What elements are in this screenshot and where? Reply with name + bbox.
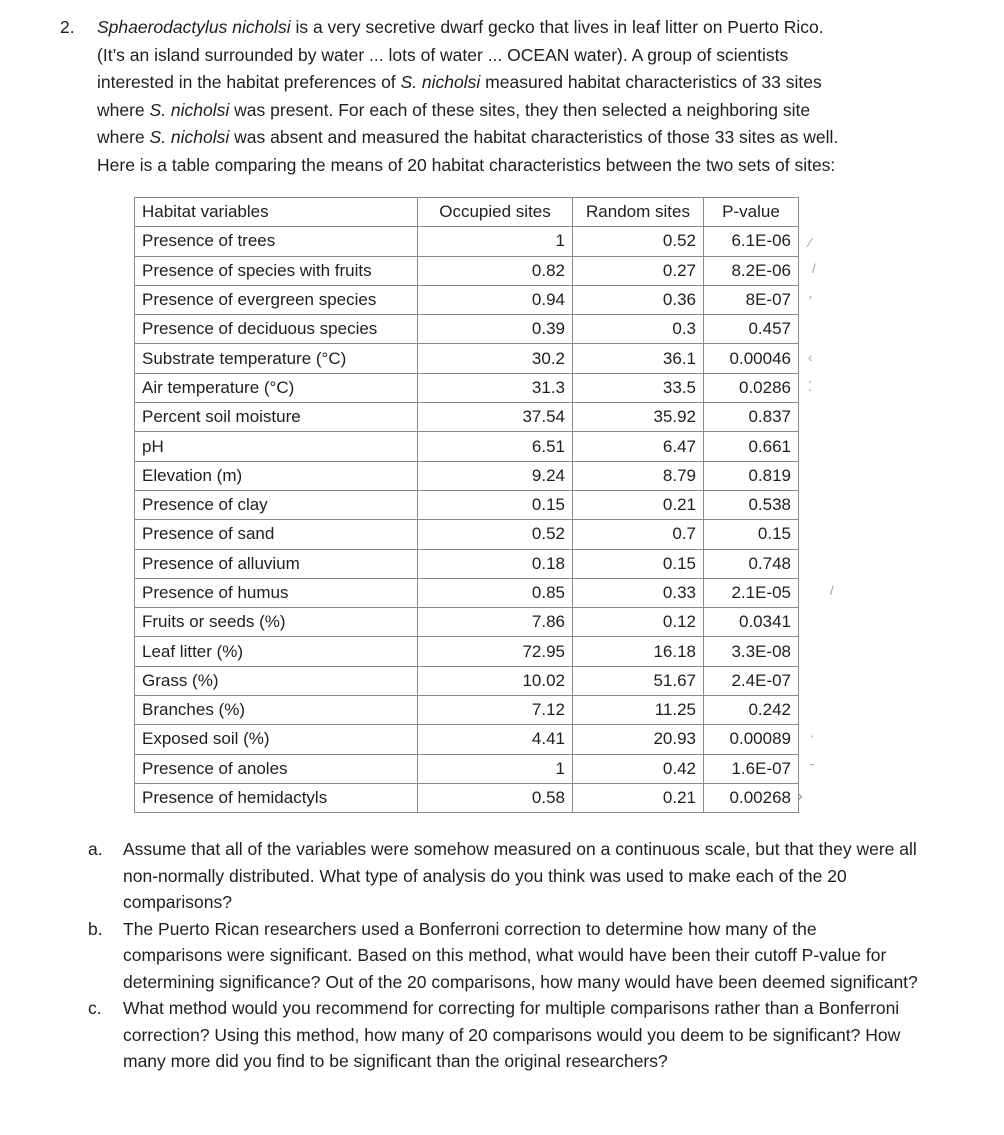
cell-occupied: 6.51 xyxy=(418,432,573,461)
species-abbrev: S. nicholsi xyxy=(400,72,481,93)
cell-random: 51.67 xyxy=(573,666,704,695)
part-b xyxy=(88,916,918,996)
species-name: Sphaerodactylus nicholsi xyxy=(97,17,291,37)
cell-random: 0.21 xyxy=(573,783,704,812)
intro-line3b: measured habitat characteristics of 33 sites xyxy=(480,72,822,93)
cell-variable: Exposed soil (%) xyxy=(135,725,418,754)
cell-random: 6.47 xyxy=(573,432,704,461)
cell-variable: Presence of anoles xyxy=(135,754,418,783)
cell-variable: Presence of species with fruits xyxy=(135,256,418,285)
cell-variable: Presence of humus xyxy=(135,578,418,607)
part-b-letter: b. xyxy=(88,918,103,939)
table-row xyxy=(135,520,799,549)
sub-questions xyxy=(88,836,918,1075)
intro-line3a: interested in the habitat preferences of xyxy=(97,72,401,93)
cell-random: 35.92 xyxy=(573,403,704,432)
table-row xyxy=(135,285,799,314)
pen-mark: / xyxy=(812,261,816,276)
cell-variable: Presence of alluvium xyxy=(135,549,418,578)
cell-variable: Substrate temperature (°C) xyxy=(135,344,418,373)
part-b-text: The Puerto Rican researchers used a Bonferroni correction to determine how many of the comparisons were significant. Based on this method, what would have been their cutoff P-value for determining significance? Out of the 20 comparisons, how many would have been deemed significant? xyxy=(123,918,918,992)
cell-occupied: 7.86 xyxy=(418,608,573,637)
cell-occupied: 0.52 xyxy=(418,520,573,549)
cell-occupied: 1 xyxy=(418,754,573,783)
cell-random: 11.25 xyxy=(573,696,704,725)
cell-variable: Elevation (m) xyxy=(135,461,418,490)
header-occupied-sites: Occupied sites xyxy=(418,198,573,227)
pen-mark: · xyxy=(810,728,815,743)
cell-occupied: 7.12 xyxy=(418,696,573,725)
cell-random: 0.21 xyxy=(573,490,704,519)
intro-line6: Here is a table comparing the means of 20 habitat characteristics between the two sets of sites: xyxy=(97,154,836,175)
header-habitat-variables: Habitat variables xyxy=(135,198,418,227)
question-number: 2. xyxy=(60,17,75,37)
cell-occupied: 0.18 xyxy=(418,549,573,578)
cell-occupied: 1 xyxy=(418,227,573,256)
intro-line5b: was absent and measured the habitat characteristics of those 33 sites as well. xyxy=(229,127,839,148)
header-p-value: P-value xyxy=(704,198,799,227)
part-a xyxy=(88,836,918,916)
cell-p-value: 0.748 xyxy=(704,549,799,578)
table-row xyxy=(135,461,799,490)
cell-random: 0.7 xyxy=(573,520,704,549)
part-a-text: Assume that all of the variables were somehow measured on a continuous scale, but that they were all non-normally distributed. What type of analysis do you think was used to make each of the 20 comparisons? xyxy=(123,839,917,912)
table-row xyxy=(135,783,799,812)
cell-random: 0.52 xyxy=(573,227,704,256)
table-row xyxy=(135,432,799,461)
cell-p-value: 0.00046 xyxy=(704,344,799,373)
pen-mark: ⁄ xyxy=(809,235,812,250)
cell-p-value: 8.2E-06 xyxy=(704,256,799,285)
table-row xyxy=(135,403,799,432)
cell-random: 36.1 xyxy=(573,344,704,373)
part-c-text: What method would you recommend for correcting for multiple comparisons rather than a Bonferroni correction? Using this method, how many of 20 comparisons would you deem to be significant? How many more did you find to be significant than the original researchers? xyxy=(123,998,901,1071)
intro-line4b: was present. For each of these sites, they then selected a neighboring site xyxy=(229,99,811,120)
habitat-table xyxy=(134,197,799,813)
cell-random: 0.15 xyxy=(573,549,704,578)
cell-p-value: 0.0286 xyxy=(704,373,799,402)
cell-variable: Grass (%) xyxy=(135,666,418,695)
table-row xyxy=(135,256,799,285)
table-row xyxy=(135,344,799,373)
table-row xyxy=(135,725,799,754)
species-abbrev: S. nicholsi xyxy=(149,99,230,120)
cell-occupied: 0.15 xyxy=(418,490,573,519)
cell-variable: Branches (%) xyxy=(135,696,418,725)
pen-mark: ⁚ xyxy=(808,379,813,394)
cell-p-value: 0.00089 xyxy=(704,725,799,754)
cell-variable: Presence of trees xyxy=(135,227,418,256)
cell-random: 0.27 xyxy=(573,256,704,285)
cell-random: 0.36 xyxy=(573,285,704,314)
pen-mark: - xyxy=(810,756,815,771)
cell-p-value: 8E-07 xyxy=(704,285,799,314)
cell-occupied: 0.39 xyxy=(418,315,573,344)
part-a-letter: a. xyxy=(88,839,103,859)
cell-variable: Presence of deciduous species xyxy=(135,315,418,344)
cell-random: 0.33 xyxy=(573,578,704,607)
cell-p-value: 0.661 xyxy=(704,432,799,461)
question-intro xyxy=(60,14,940,180)
cell-p-value: 0.819 xyxy=(704,461,799,490)
cell-random: 0.42 xyxy=(573,754,704,783)
table-header-row xyxy=(135,198,799,227)
cell-p-value: 0.0341 xyxy=(704,608,799,637)
cell-occupied: 0.82 xyxy=(418,256,573,285)
cell-variable: Leaf litter (%) xyxy=(135,637,418,666)
table-row xyxy=(135,608,799,637)
header-random-sites: Random sites xyxy=(573,198,704,227)
table-row xyxy=(135,696,799,725)
cell-p-value: 2.1E-05 xyxy=(704,578,799,607)
cell-p-value: 0.00268 xyxy=(704,783,799,812)
cell-occupied: 4.41 xyxy=(418,725,573,754)
table-row xyxy=(135,666,799,695)
intro-line2: (It’s an island surrounded by water ... lots of water ... OCEAN water). A group of scientists xyxy=(97,44,789,65)
cell-variable: Presence of sand xyxy=(135,520,418,549)
cell-occupied: 0.85 xyxy=(418,578,573,607)
question-text xyxy=(97,14,940,180)
cell-p-value: 2.4E-07 xyxy=(704,666,799,695)
cell-variable: Percent soil moisture xyxy=(135,403,418,432)
cell-occupied: 10.02 xyxy=(418,666,573,695)
cell-variable: Presence of clay xyxy=(135,490,418,519)
cell-variable: Fruits or seeds (%) xyxy=(135,608,418,637)
pen-mark: › xyxy=(797,786,803,805)
intro-line4a: where xyxy=(97,99,150,120)
pen-mark: / xyxy=(830,583,834,598)
cell-random: 20.93 xyxy=(573,725,704,754)
table-row xyxy=(135,373,799,402)
part-c xyxy=(88,995,918,1075)
cell-p-value: 0.457 xyxy=(704,315,799,344)
cell-occupied: 30.2 xyxy=(418,344,573,373)
cell-p-value: 0.242 xyxy=(704,696,799,725)
cell-random: 8.79 xyxy=(573,461,704,490)
part-c-letter: c. xyxy=(88,998,102,1018)
intro-line5a: where xyxy=(97,127,150,148)
cell-occupied: 31.3 xyxy=(418,373,573,402)
cell-random: 16.18 xyxy=(573,637,704,666)
cell-p-value: 0.538 xyxy=(704,490,799,519)
table-row xyxy=(135,315,799,344)
cell-variable: Presence of hemidactyls xyxy=(135,783,418,812)
cell-occupied: 72.95 xyxy=(418,637,573,666)
table-row xyxy=(135,490,799,519)
table-row xyxy=(135,578,799,607)
cell-p-value: 6.1E-06 xyxy=(704,227,799,256)
intro-line1: is a very secretive dwarf gecko that lives in leaf litter on Puerto Rico. xyxy=(290,17,824,37)
cell-occupied: 9.24 xyxy=(418,461,573,490)
table-row xyxy=(135,549,799,578)
cell-occupied: 0.94 xyxy=(418,285,573,314)
table-row xyxy=(135,637,799,666)
pen-mark: ′ xyxy=(809,293,812,308)
cell-p-value: 1.6E-07 xyxy=(704,754,799,783)
cell-p-value: 3.3E-08 xyxy=(704,637,799,666)
cell-variable: pH xyxy=(135,432,418,461)
cell-variable: Air temperature (°C) xyxy=(135,373,418,402)
table-row xyxy=(135,227,799,256)
species-abbrev: S. nicholsi xyxy=(149,127,230,148)
cell-occupied: 37.54 xyxy=(418,403,573,432)
cell-random: 0.3 xyxy=(573,315,704,344)
pen-mark: ‹ xyxy=(808,350,813,365)
cell-p-value: 0.837 xyxy=(704,403,799,432)
table-row xyxy=(135,754,799,783)
cell-random: 0.12 xyxy=(573,608,704,637)
cell-variable: Presence of evergreen species xyxy=(135,285,418,314)
cell-random: 33.5 xyxy=(573,373,704,402)
cell-p-value: 0.15 xyxy=(704,520,799,549)
cell-occupied: 0.58 xyxy=(418,783,573,812)
